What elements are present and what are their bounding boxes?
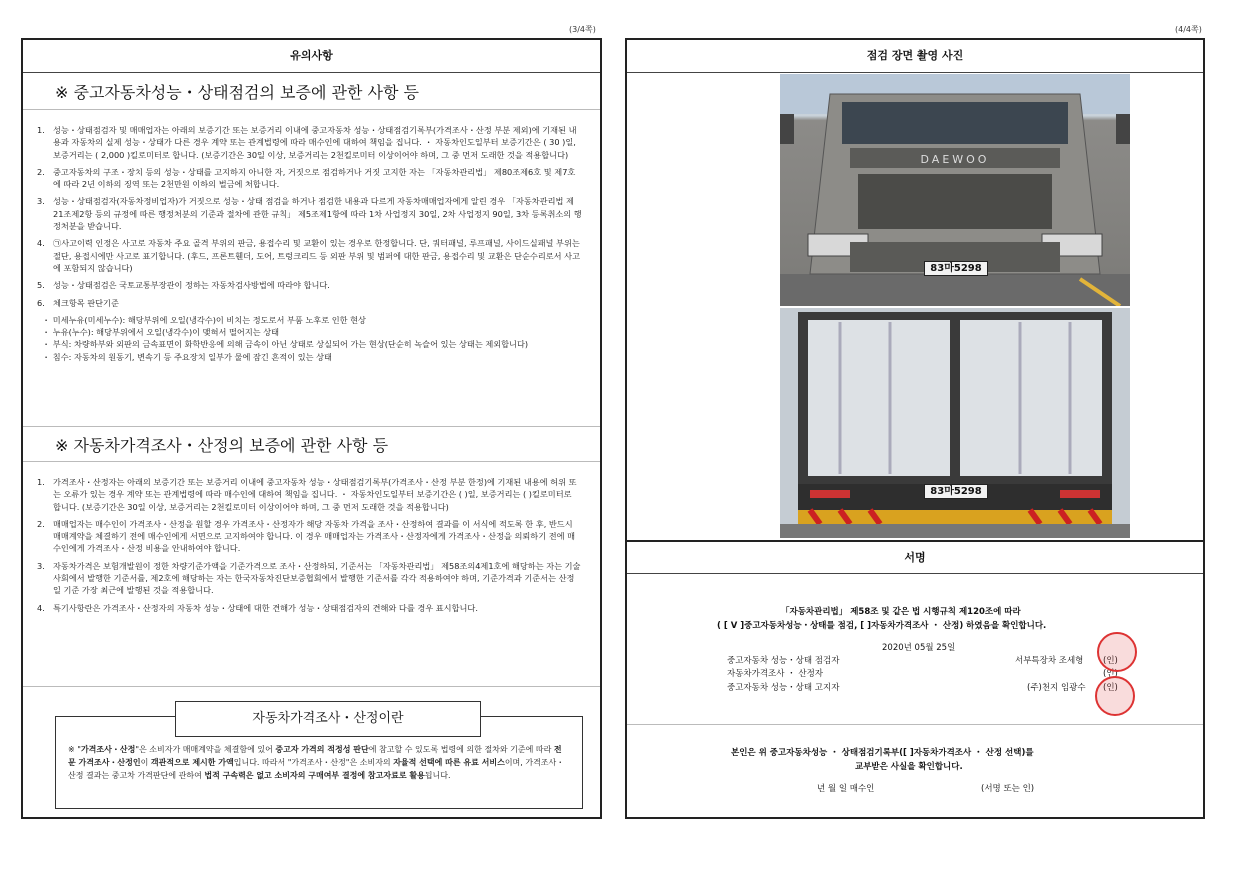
note-segment: 이 <box>140 758 151 767</box>
section2-list <box>37 476 582 619</box>
truck-front-photo <box>780 74 1130 306</box>
list-item <box>37 560 582 597</box>
rear-license-plate: 83마5298 <box>924 484 988 499</box>
list-item <box>37 476 582 513</box>
section1-list <box>37 124 582 363</box>
criteria-item: ・ 미세누유(미세누수): 해당부위에 오일(냉각수)이 비치는 정도로서 부품 노후로 인한 현상 <box>42 314 366 325</box>
list-item <box>37 124 582 161</box>
list-item <box>37 237 582 274</box>
item-text: 특기사항란은 가격조사・산정자의 자동차 성능・상태에 대한 견해가 성능・상태점검자의 견해와 다를 경우 표시합니다. <box>53 602 478 613</box>
photo-header: 점검 장면 촬영 사진 <box>627 40 1203 73</box>
divider <box>23 109 600 110</box>
list-item <box>37 166 582 191</box>
note-emphasis: 전문 가격조사・산정인 <box>68 745 562 767</box>
price-note-text <box>68 743 566 782</box>
note-segment: "은 소비자가 매매계약을 체결함에 있어 <box>135 745 276 754</box>
signature-header: 서명 <box>627 540 1203 574</box>
role-notifier: 중고자동차 성능・상태 고지자 <box>727 683 840 693</box>
truck-brand-text: DAEWOO <box>920 153 990 166</box>
item-number: 6. <box>37 297 45 308</box>
confirm-line-1: 본인은 위 중고자동차성능 ・ 상태점검기록부([ ]자동차가격조사 ・ 산정 선택)를 <box>731 748 1034 758</box>
item-text: 성능・상태점검자(자동차정비업자)가 거짓으로 성능・상태 점검을 하거나 점검한 내용과 다르게 자동차매매업자에게 알린 경우 「자동차관리법 제21조제2항 등의 규정에 따른 행정처분의 기준과 절차에 관한 규칙」 제5조제1항에 따라 1차 사업정지 30일, 2차 사업정지 90일, 3차 등록취소의 행정처분을 받습니다. <box>53 196 582 232</box>
red-seal-stamp <box>1097 632 1137 672</box>
item-number: 5. <box>37 280 45 291</box>
item-text: 가격조사・산정자는 아래의 보증기간 또는 보증거리 이내에 중고자동차 성능・상태점검기록부(가격조사・산정 부분 한정)에 기재된 내용에 허위 또는 오류가 있는 경우 계약 또는 관계법령에 따라 매수인에 대하여 책임을 집니다. ・ 자동차인도일부터 보증기간은 ( )일, 보증거리는 ( )킬로미터로 합니다. (보증기간은 30일 이상, 보증거리는 2천킬로미터 이상이어야 하며, 그 중 먼저 도래한 것을 적용합니다) <box>53 477 577 512</box>
note-segment: 됩니다. <box>424 771 451 780</box>
note-segment: 에 참고할 수 있도록 법령에 의한 절차와 기준에 따라 <box>368 745 554 754</box>
section1-title: ※ 중고자동차성능・상태점검의 보증에 관한 사항 등 <box>55 83 419 102</box>
criteria-item: ・ 부식: 차량하부와 외판의 금속표면이 화학반응에 의해 금속이 아닌 상태로 상실되어 가는 현상(단순히 녹슬어 있는 상태는 제외합니다) <box>42 339 529 350</box>
front-license-plate: 83마5298 <box>924 261 988 276</box>
note-emphasis: 객관적으로 제시한 가액 <box>150 758 234 767</box>
list-item <box>37 518 582 555</box>
law-line-2: ( [ V ]중고자동차성능・상태를 점검, [ ]자동차가격조사 ・ 산정) 하였음을 확인합니다. <box>717 621 1047 631</box>
item-number: 4. <box>37 238 45 249</box>
item-text: 성능・상태점검은 국토교통부장관이 정하는 자동차검사방법에 따라야 합니다. <box>53 280 330 291</box>
note-emphasis: 자율적 선택에 따른 유료 서비스 <box>393 758 505 767</box>
red-seal-stamp <box>1095 676 1135 716</box>
notifier-name: (주)천지 임광수 <box>1027 683 1086 693</box>
role-inspector: 중고자동차 성능・상태 점검자 <box>727 656 840 666</box>
item-text: 자동차가격은 보험개발원이 정한 차량기준가액을 기준가격으로 조사・산정하되, 기준서는 「자동차관리법」 제58조의4제1호에 해당하는 자는 기술사회에서 발행한 기준서를, 제2호에 해당하는 자는 한국자동차진단보증협회에서 발행한 기준서를 각각 적용하여야 하며, 기준가격과 기준서는 산정일 기준 가장 최근에 발행된 것을 적용합니다. <box>53 560 581 596</box>
buyer-signature: (서명 또는 인) <box>981 784 1035 794</box>
divider <box>23 426 600 427</box>
item-text: 체크항목 판단기준 <box>53 297 119 308</box>
truck-rear-photo <box>780 308 1130 538</box>
note-segment: 입니다. 따라서 "가격조사・산정"은 소비자의 <box>233 758 394 767</box>
photo-signature-panel <box>625 38 1205 819</box>
item-number: 1. <box>37 477 45 487</box>
list-item <box>37 602 582 614</box>
item-number: 2. <box>37 166 45 177</box>
item-number: 4. <box>37 602 45 613</box>
appraiser-seal-mark: (인) <box>1103 669 1118 679</box>
note-emphasis: 가격조사・산정 <box>80 745 136 754</box>
notifier-seal-mark: (인) <box>1103 683 1118 693</box>
note-emphasis: 법적 구속력은 없고 소비자의 구매여부 결정에 참고자료로 활용 <box>204 771 425 780</box>
criteria-item: ・ 침수: 자동차의 원동기, 변속기 등 주요장치 일부가 물에 잠긴 흔적이 있는 상태 <box>42 351 332 362</box>
list-item <box>37 297 582 309</box>
divider <box>23 461 600 462</box>
inspector-seal-mark: (인) <box>1103 656 1118 666</box>
truck-rear-illustration <box>780 308 1130 538</box>
price-note-title: 자동차가격조사・산정이란 <box>175 701 481 737</box>
item-number: 3. <box>37 196 45 207</box>
item-text: 성능・상태점검자 및 매매업자는 아래의 보증기간 또는 보증거리 이내에 중고자동차 성능・상태점검기록부(가격조사・산정 부분 제외)에 기재된 내용과 자동차의 실제 성능・상태가 다른 경우 계약 또는 관계법령에 따라 매수인에 대하여 책임을 집니다. ・ 자동차인도일부터 보증기간은 ( 30 )일, 보증거리는 ( 2,000 )킬로미터로 합니다. (보증기간은 30일 이상, 보증거리는 2천킬로미터 이상이어야 하며, 그 중 먼저 도래한 것을 적용합니다) <box>53 125 577 160</box>
list-item <box>37 195 582 232</box>
sign-date: 2020년 05월 25일 <box>882 643 956 653</box>
item-text: 매매업자는 매수인이 가격조사・산정을 원할 경우 가격조사・산정자가 해당 자동차 가격을 조사・산정하여 결과를 이 서식에 적도록 한 후, 반드시 매매계약을 체결하기 전에 매수인에게 서면으로 고지하여야 합니다. 이 경우 매매업자는 가격조사・산정자에게 가격조사・산정을 의뢰하기 전에 매수인에게 가격조사・산정 비용을 안내하여야 합니다. <box>53 518 576 554</box>
note-segment: 이며, 가격조사・산정 결과는 중고차 가격판단에 관하여 <box>68 758 565 780</box>
confirm-line-2: 교부받은 사실을 확인합니다. <box>855 762 963 772</box>
notice-panel <box>21 38 602 819</box>
page-number-right: (4/4쪽) <box>1175 25 1202 34</box>
list-item <box>37 279 582 291</box>
divider <box>627 724 1203 725</box>
item-text: 중고자동차의 구조・장치 등의 성능・상태를 고지하지 아니한 자, 거짓으로 점검하거나 거짓 고지한 자는 「자동차관리법」 제80조제6호 및 제7호에 따라 2년 이하의 징역 또는 2천만원 이하의 벌금에 처합니다. <box>53 166 576 190</box>
role-appraiser: 자동차가격조사 ・ 산정자 <box>727 669 824 679</box>
criteria-item: ・ 누유(누수): 해당부위에서 오일(냉각수)이 맺혀서 떨어지는 상태 <box>42 327 280 338</box>
item-number: 3. <box>37 560 45 571</box>
item-number: 2. <box>37 518 45 529</box>
notice-header: 유의사항 <box>23 40 600 73</box>
law-line-1: 「자동차관리법」 제58조 및 같은 법 시행규칙 제120조에 따라 <box>781 607 1021 617</box>
item-text: ㉠사고이력 인정은 사고로 자동차 주요 골격 부위의 판금, 용접수리 및 교환이 있는 경우로 한정합니다. 단, 쿼터패널, 루프패널, 사이드실패널 부위는 절단, 용접시에만 사고로 표기합니다. (후드, 프론트휀더, 도어, 트렁크리드 등 외판 부위 및 범퍼에 대한 판금, 용접수리 및 교환은 단순수리로서 사고에 포함되지 않습니다) <box>53 238 580 273</box>
inspector-name: 서부특장차 조세형 <box>1015 656 1084 666</box>
item-number: 1. <box>37 125 45 135</box>
note-emphasis: 중고자 가격의 적정성 판단 <box>275 745 369 754</box>
buyer-date-line: 년 월 일 매수인 <box>817 784 875 794</box>
divider <box>23 686 600 687</box>
page-number-left: (3/4쪽) <box>569 25 596 34</box>
section2-title: ※ 자동차가격조사・산정의 보증에 관한 사항 등 <box>55 436 389 455</box>
note-segment: ※ " <box>68 745 81 754</box>
